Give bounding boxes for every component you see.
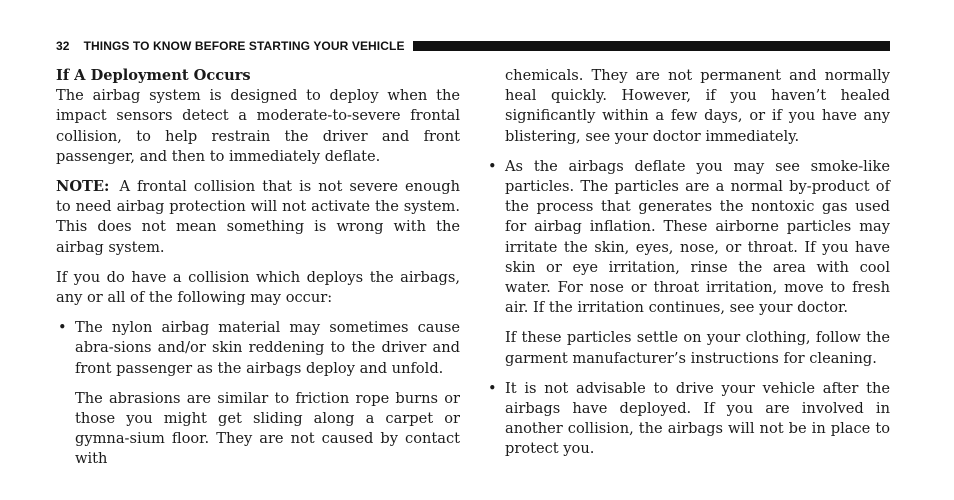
right-column [486,66,890,470]
section-heading: If A Deployment Occurs [56,67,251,84]
bullet-item-abrasions [56,318,460,379]
clothing-paragraph: If these particles settle on your clothing, follow the garment manufacturer’s instructions for cleaning. [505,329,890,367]
note-text: A frontal collision that is not severe enough to need airbag protection will not activate the system. This does not mean something is wrong with the airbag system. [56,178,460,256]
section-title: THINGS TO KNOW BEFORE STARTING YOUR VEHICLE [83,39,405,53]
note-paragraph [56,177,460,258]
bullet-text: As the airbags deflate you may see smoke-like particles. The particles are a normal by-product of the process that generates the nontoxic gas used for airbag inflation. These airborne particles may irritate the skin, eyes, nose, or throat. If you have skin or eye irritation, rinse the area with cool water. For nose or throat irritation, move to fresh air. If the irritation continues, see your doctor. [505,157,890,317]
bullet-dot: • [488,379,497,397]
bullet-dot: • [58,319,67,337]
intro-paragraph: The airbag system is designed to deploy when the impact sensors detect a moderate-to-severe frontal collision, to help restrain the driver and front passenger, and then to immediately deflate. [56,87,460,165]
note-label: NOTE: [56,178,110,196]
collision-paragraph: If you do have a collision which deploys the airbags, any or all of the following may occur: [56,268,460,307]
bullet-text: It is not advisable to drive your vehicle after the airbags have deployed. If you are involved in another collision, the airbags will not be in place to protect you. [505,379,890,458]
bullet-item-smoke-particles [486,157,890,319]
chemicals-continuation: chemicals. They are not permanent and normally heal quickly. However, if you haven’t healed significantly within a few days, or if you have any blistering, see your doctor immediately. [505,67,890,145]
bullet-text: The nylon airbag material may sometimes cause abra-sions and/or skin reddening to the driver and front passenger as the airbags deploy and unfold. [75,319,460,377]
header-rule [413,41,890,51]
page-number: 32 [56,39,70,53]
bullet-item-driving-advice [486,379,890,460]
abrasions-continuation: The abrasions are similar to friction rope burns or those you might get sliding along a carpet or gymna-sium floor. They are not caused by contact with [75,389,460,468]
bullet-dot: • [488,157,497,175]
page-header [56,38,890,54]
left-column [56,66,460,480]
